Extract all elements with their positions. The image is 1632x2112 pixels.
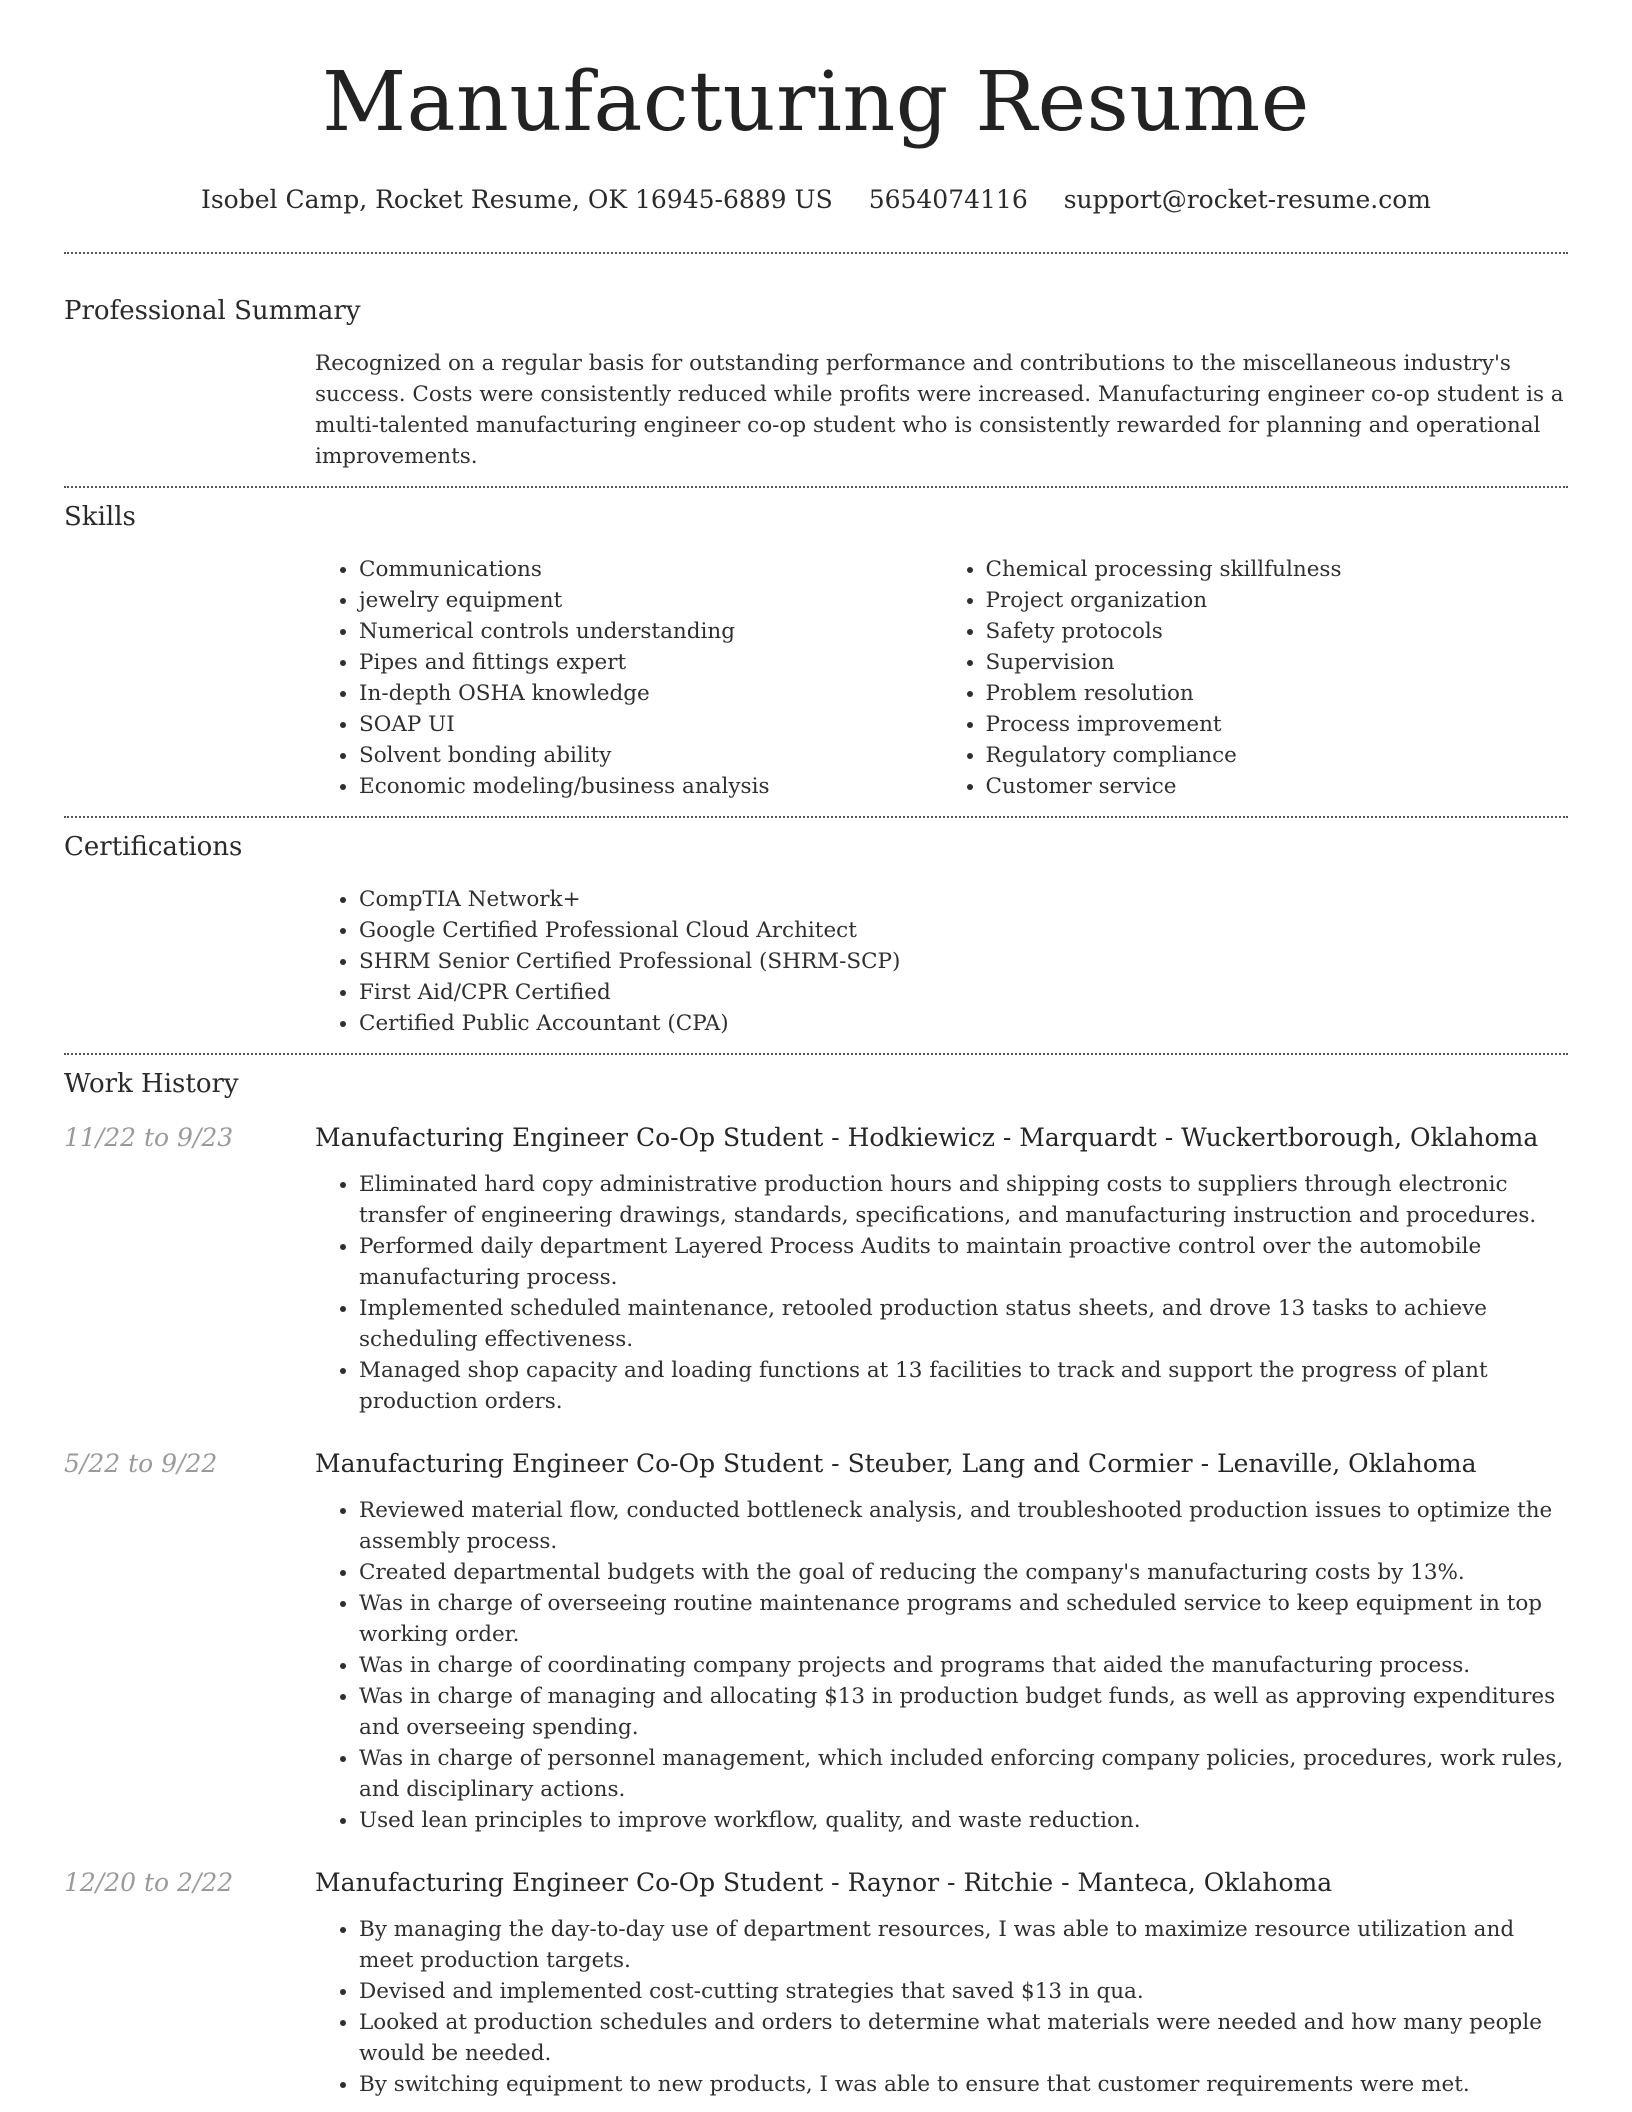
contact-address: Isobel Camp, Rocket Resume, OK 16945-6889 US — [200, 185, 833, 214]
skill-item: • In-depth OSHA knowledge — [359, 678, 942, 709]
certifications-heading: Certifications — [64, 832, 243, 862]
job-bullet: • Implemented scheduled maintenance, retooled production status sheets, and drove 13 tasks to achieve scheduling effectiveness. — [359, 1293, 1568, 1355]
skill-item: • Problem resolution — [986, 678, 1569, 709]
skill-item: • Solvent bonding ability — [359, 740, 942, 771]
certification-item: • Google Certified Professional Cloud Architect — [359, 915, 1568, 946]
work-history-heading: Work History — [64, 1069, 239, 1099]
job-bullet: • Was in charge of managing and allocating $13 in production budget funds, as well as approving expenditures and overseeing spending. — [359, 1681, 1568, 1743]
job-bullet: • Was in charge of overseeing routine maintenance programs and scheduled service to keep equipment in top working order. — [359, 1588, 1568, 1650]
contact-line — [64, 184, 1568, 216]
summary-text: Recognized on a regular basis for outstanding performance and contributions to the miscellaneous industry's success. Costs were consistently reduced while profits were increased. Manufacturing engineer co-op student is a multi-talented manufacturing engineer co-op student who is consistently rewarded for planning and operational improvements. — [315, 351, 1564, 469]
certification-item: • Certified Public Accountant (CPA) — [359, 1008, 1568, 1039]
contact-phone: 5654074116 — [868, 185, 1028, 214]
job-bullet: • Looked at production schedules and orders to determine what materials were needed and how many people would be needed. — [359, 2007, 1568, 2069]
skills-column-right — [942, 554, 1569, 802]
job-dates: 5/22 to 9/22 — [64, 1449, 218, 1478]
job-bullets — [315, 1914, 1568, 2100]
skill-item: • Supervision — [986, 647, 1569, 678]
job-bullet: • Was in charge of coordinating company projects and programs that aided the manufacturing process. — [359, 1650, 1568, 1681]
skill-item: • Process improvement — [986, 709, 1569, 740]
skills-heading: Skills — [64, 502, 136, 532]
skill-item: • Communications — [359, 554, 942, 585]
job-bullet: • By switching equipment to new products, I was able to ensure that customer requirements were met. — [359, 2069, 1568, 2100]
section-divider — [64, 1053, 1568, 1055]
job-bullets — [315, 1495, 1568, 1836]
job-title: Manufacturing Engineer Co-Op Student - Raynor - Ritchie - Manteca, Oklahoma — [315, 1868, 1333, 1897]
job-title: Manufacturing Engineer Co-Op Student - Steuber, Lang and Cormier - Lenaville, Oklahoma — [315, 1449, 1477, 1478]
section-divider — [64, 486, 1568, 488]
skill-item: • SOAP UI — [359, 709, 942, 740]
summary-heading: Professional Summary — [64, 296, 361, 326]
certification-item: • SHRM Senior Certified Professional (SHRM-SCP) — [359, 946, 1568, 977]
skill-item: • Regulatory compliance — [986, 740, 1569, 771]
skill-item: • Customer service — [986, 771, 1569, 802]
certification-item: • First Aid/CPR Certified — [359, 977, 1568, 1008]
page-title: Manufacturing Resume — [322, 55, 1310, 150]
job-entry — [64, 1447, 1568, 1836]
job-bullet: • Managed shop capacity and loading functions at 13 facilities to track and support the progress of plant production orders. — [359, 1355, 1568, 1417]
contact-email: support@rocket-resume.com — [1063, 185, 1432, 214]
job-header — [64, 1447, 1568, 1481]
job-dates: 12/20 to 2/22 — [64, 1868, 234, 1897]
job-bullets — [315, 1169, 1568, 1417]
skill-item: • Pipes and fittings expert — [359, 647, 942, 678]
job-bullet: • Created departmental budgets with the goal of reducing the company's manufacturing costs by 13%. — [359, 1557, 1568, 1588]
skill-item: • Economic modeling/business analysis — [359, 771, 942, 802]
certifications-section — [64, 830, 1568, 1039]
work-history-section — [64, 1067, 1568, 2100]
job-title: Manufacturing Engineer Co-Op Student - Hodkiewicz - Marquardt - Wuckertborough, Oklahoma — [315, 1123, 1539, 1152]
job-bullet: • By managing the day-to-day use of department resources, I was able to maximize resource utilization and meet production targets. — [359, 1914, 1568, 1976]
section-divider — [64, 816, 1568, 818]
job-bullet: • Devised and implemented cost-cutting strategies that saved $13 in qua. — [359, 1976, 1568, 2007]
job-bullet: • Eliminated hard copy administrative production hours and shipping costs to suppliers through electronic transfer of engineering drawings, standards, specifications, and manufacturing instruction and procedures. — [359, 1169, 1568, 1231]
job-header — [64, 1866, 1568, 1900]
skill-item: • jewelry equipment — [359, 585, 942, 616]
skill-item: • Safety protocols — [986, 616, 1569, 647]
certifications-list — [315, 884, 1568, 1039]
skills-section — [64, 500, 1568, 802]
section-divider — [64, 252, 1568, 254]
job-entry — [64, 1121, 1568, 1417]
job-dates: 11/22 to 9/23 — [64, 1123, 234, 1152]
summary-section — [64, 294, 1568, 472]
job-bullet: • Performed daily department Layered Process Audits to maintain proactive control over the automobile manufacturing process. — [359, 1231, 1568, 1293]
skills-list — [315, 554, 1568, 802]
skills-column-left — [315, 554, 942, 802]
job-header — [64, 1121, 1568, 1155]
skill-item: • Numerical controls understanding — [359, 616, 942, 647]
skill-item: • Project organization — [986, 585, 1569, 616]
certification-item: • CompTIA Network+ — [359, 884, 1568, 915]
job-bullet: • Was in charge of personnel management, which included enforcing company policies, procedures, work rules, and disciplinary actions. — [359, 1743, 1568, 1805]
job-entry — [64, 1866, 1568, 2100]
skill-item: • Chemical processing skillfulness — [986, 554, 1569, 585]
job-bullet: • Reviewed material flow, conducted bottleneck analysis, and troubleshooted production issues to optimize the assembly process. — [359, 1495, 1568, 1557]
job-bullet: • Used lean principles to improve workflow, quality, and waste reduction. — [359, 1805, 1568, 1836]
